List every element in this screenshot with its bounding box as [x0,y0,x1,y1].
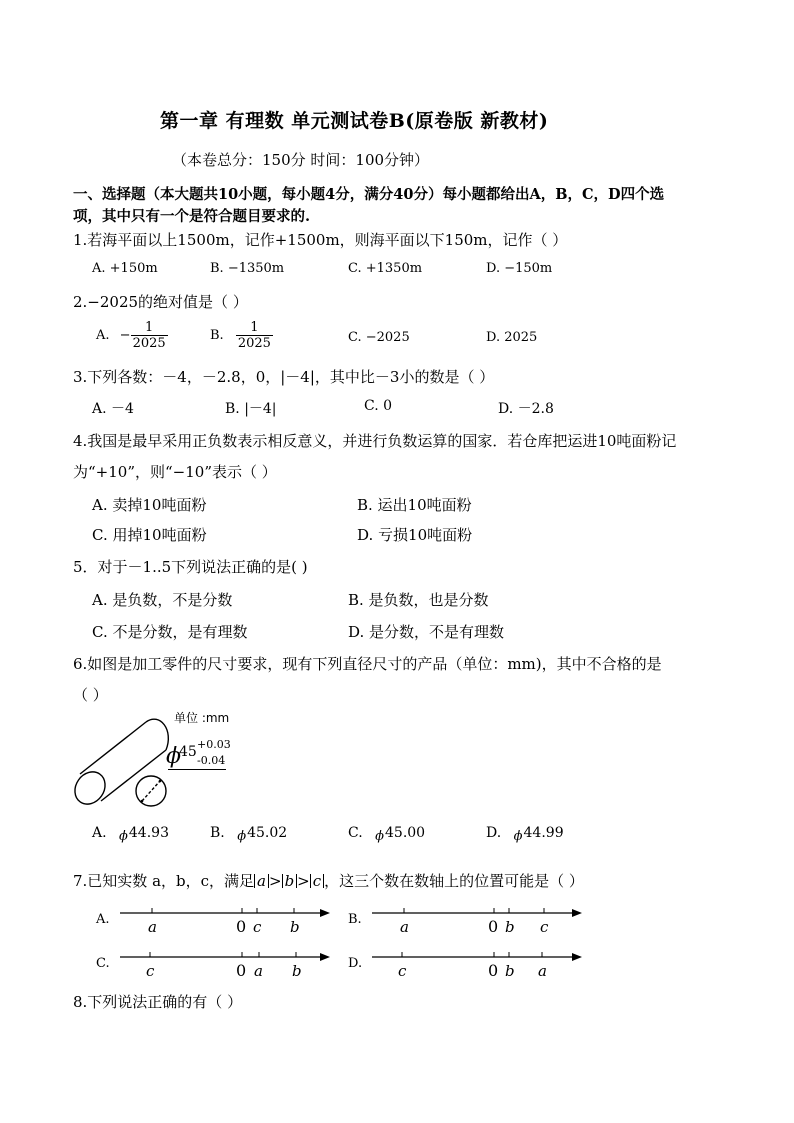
point-label: c [146,962,155,980]
q7-option-b-label[interactable]: B. [348,912,362,927]
q2-option-d[interactable]: D. 2025 [486,330,538,345]
question-2-stem: 2.−2025的绝对值是（ ） [73,293,248,311]
fraction-numerator: 1 [250,320,259,335]
diameter-icon: ϕ [237,829,247,844]
question-6-stem-line2: （ ） [73,686,108,704]
q2-option-c[interactable]: C. −2025 [348,330,410,345]
q2-option-b[interactable] [210,320,273,351]
lower-tolerance: -0.04 [197,754,226,767]
diameter-icon: ϕ [119,829,128,844]
q4-option-d[interactable]: D. 亏损10吨面粉 [357,526,473,544]
question-5-stem: 5．对于－1..5下列说法正确的是( ) [73,558,308,576]
point-label: 0 [236,917,247,936]
abs-b: b [282,874,298,888]
dimension-annotation [166,738,231,772]
q2-option-a-sign: − [119,328,131,343]
point-label: c [540,918,549,936]
point-label: b [292,962,302,980]
q1-option-b[interactable]: B. −1350m [210,261,285,276]
page-title: 第一章 有理数 单元测试卷B(原卷版 新教材) [160,110,549,132]
question-4-stem-line1: 4.我国是最早采用正负数表示相反意义，并进行负数运算的国家．若仓库把运进10吨面粉记 [73,432,677,450]
q6-option-b-value: 45.02 [247,825,288,841]
point-label: b [505,962,515,980]
diameter-symbol: ϕ [166,744,181,769]
cylinder-edge-bottom [101,750,166,801]
diameter-icon: ϕ [375,829,384,844]
arrow-head-icon [320,953,330,961]
question-7-stem [73,870,584,891]
q2-option-a[interactable] [96,320,168,351]
point-label: 0 [488,961,499,980]
cross-section-circle [136,776,166,806]
arrow-head-icon [572,953,582,961]
point-label: 0 [488,917,499,936]
point-label: 0 [236,961,247,980]
q7-number-line-b [370,900,585,940]
q1-option-d[interactable]: D. −150m [486,261,553,276]
q6-option-c-value: 45.00 [385,825,426,841]
q6-option-a-value: 44.93 [128,825,169,841]
q3-option-a[interactable]: A. －4 [92,401,134,417]
q1-option-c[interactable]: C. +1350m [348,261,423,276]
q2-option-a-fraction [131,320,168,351]
arrow-head-icon [320,909,330,917]
q5-option-c[interactable]: C. 不是分数，是有理数 [92,623,248,641]
q7-stem-pre: 7.已知实数 a，b，c，满足 [73,872,255,890]
q7-number-line-a [118,900,333,940]
abs-a: a [254,874,269,888]
diameter-icon: ϕ [513,829,523,844]
q2-option-b-label: B. [210,328,224,343]
q6-option-b-label: B. [210,825,225,841]
fraction-denominator: 2025 [132,336,166,351]
q7-gt-2: > [297,872,310,890]
diameter-dashed-line [142,781,160,801]
q6-option-a-label: A. [92,825,107,841]
q2-option-a-label: A. [96,328,110,343]
q4-option-a[interactable]: A. 卖掉10吨面粉 [92,496,207,514]
q7-option-a-label[interactable]: A. [96,912,110,927]
q3-option-b[interactable]: B. |－4| [225,401,277,417]
point-label: a [254,962,263,980]
q7-number-line-c [118,944,333,984]
q6-option-c[interactable] [348,825,426,844]
exam-info: （本卷总分：150分 时间：100分钟） [172,151,430,169]
cylinder-edge-top [80,722,146,774]
section-intro-line1: 一、选择题（本大题共10小题，每小题4分，满分40分）每小题都给出A，B，C，D四个选 [73,186,665,203]
figure-unit-label: 单位 :mm [174,711,230,725]
nominal-size: 45 [179,744,197,760]
q5-option-a[interactable]: A. 是负数，不是分数 [92,591,233,609]
q4-option-b[interactable]: B. 运出10吨面粉 [357,496,472,514]
q7-stem-post: ，这三个数在数轴上的位置可能是（ ） [324,872,584,890]
fraction-numerator: 1 [144,320,154,335]
cylinder-end-ellipse [69,766,111,810]
section-intro-line2: 项，其中只有一个是符合题目要求的. [73,208,311,225]
q7-gt-1: > [268,872,282,890]
abs-c: c [310,874,324,888]
q2-option-b-fraction [236,320,273,351]
arrow-head-icon [572,909,582,917]
question-3-stem: 3.下列各数：－4，－2.8，0，|－4|，其中比－3小的数是（ ） [73,368,495,386]
q7-option-c-label[interactable]: C. [96,956,110,971]
point-label: c [253,918,262,936]
q6-option-a[interactable] [92,825,169,844]
point-label: b [290,918,300,936]
q5-option-b[interactable]: B. 是负数，也是分数 [348,591,489,609]
question-4-stem-line2: 为“+10”，则“−10”表示（ ） [73,463,277,481]
q6-option-d-label: D. [486,825,502,841]
q6-option-d[interactable] [486,825,564,844]
q3-option-c[interactable]: C. 0 [364,398,393,414]
cylinder-part-figure [60,700,260,820]
question-6-stem-line1: 6.如图是加工零件的尺寸要求，现有下列直径尺寸的产品（单位：mm)，其中不合格的是 [73,655,662,673]
point-label: a [400,918,409,936]
q5-option-d[interactable]: D. 是分数，不是有理数 [348,623,505,641]
q7-number-line-d [370,944,585,984]
q6-option-c-label: C. [348,825,363,841]
q6-option-d-value: 44.99 [523,825,564,841]
q4-option-c[interactable]: C. 用掉10吨面粉 [92,526,207,544]
dimension-underline [168,769,226,770]
q3-option-d[interactable]: D. －2.8 [498,401,554,417]
fraction-denominator: 2025 [237,336,271,351]
cylinder-far-end [146,719,168,750]
q1-option-a[interactable]: A. +150m [92,261,158,276]
q7-option-d-label[interactable]: D. [348,956,363,971]
point-label: a [538,962,547,980]
question-8-stem: 8.下列说法正确的有（ ） [73,993,243,1011]
point-label: c [398,962,407,980]
question-1-stem: 1.若海平面以上1500m，记作+1500m，则海平面以下150m，记作（ ） [73,231,568,249]
upper-tolerance: +0.03 [197,738,231,751]
q6-option-b[interactable] [210,825,288,844]
point-label: b [505,918,515,936]
point-label: a [148,918,157,936]
